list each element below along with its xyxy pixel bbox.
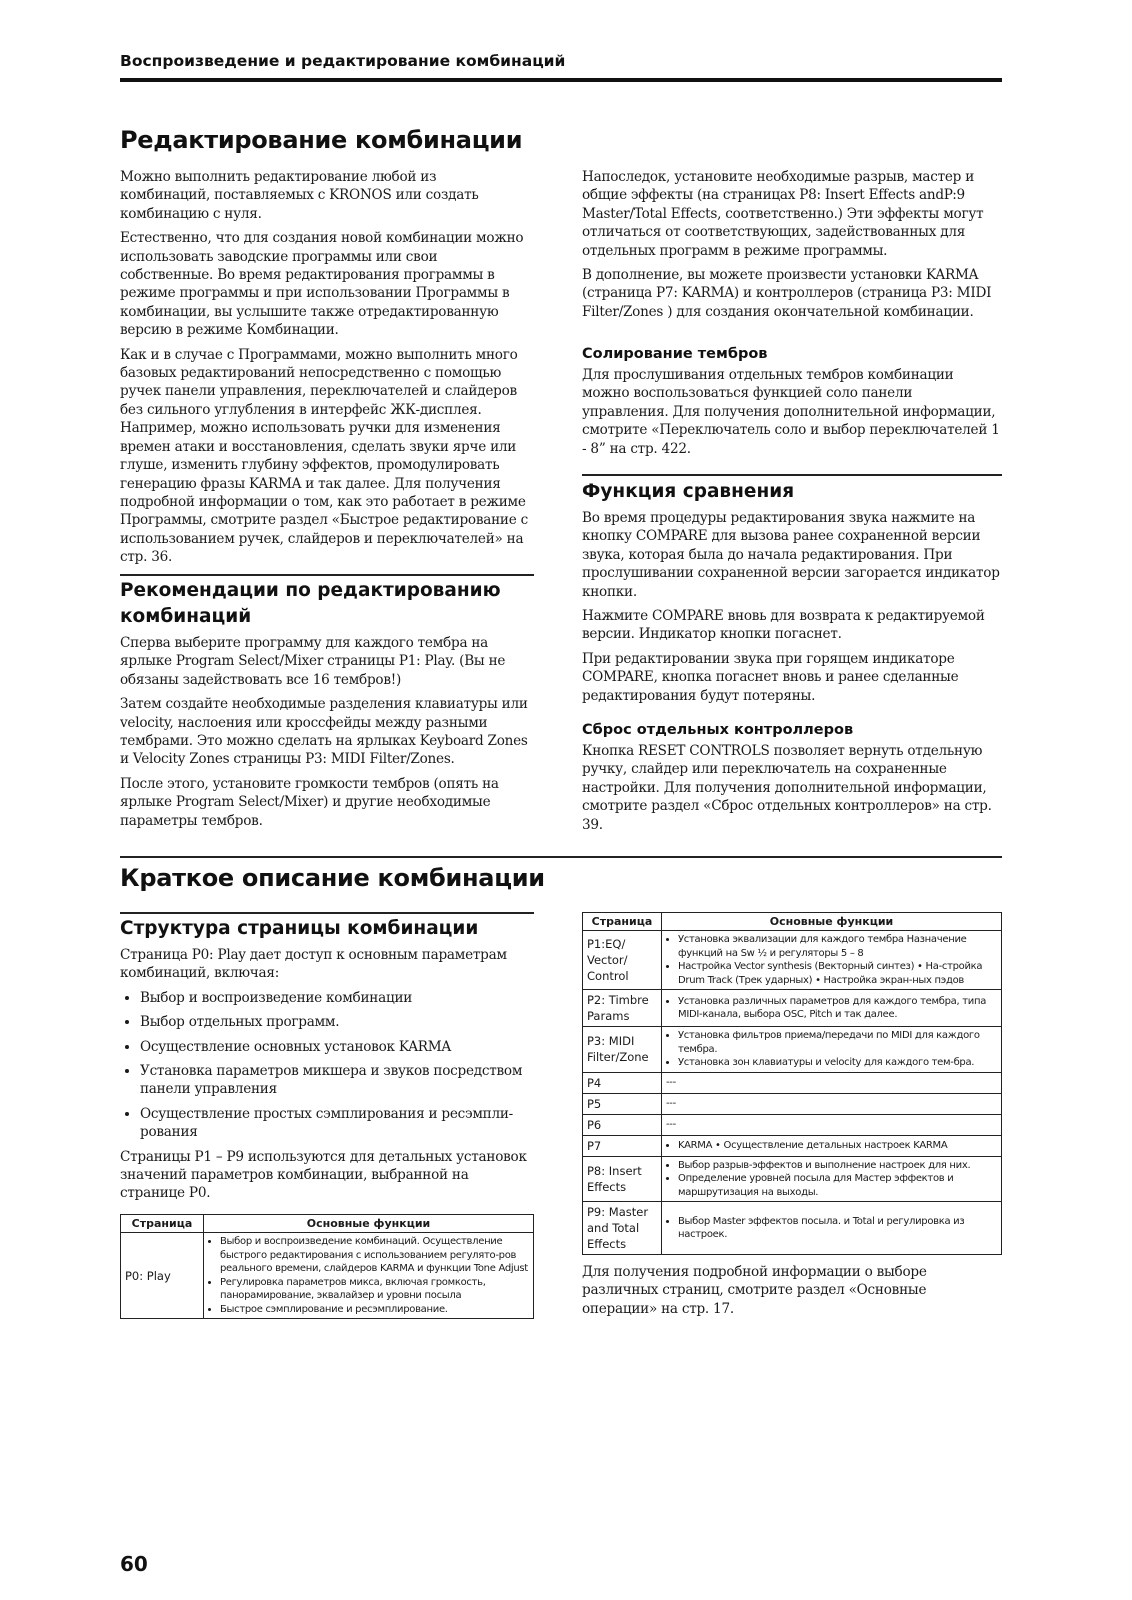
- table-header-page: Страница: [121, 1215, 204, 1233]
- reset-block: [582, 722, 1002, 840]
- table-cell-page: P7: [583, 1135, 662, 1156]
- table-row: [583, 1027, 1002, 1073]
- table-cell-functions: [662, 1156, 1002, 1202]
- function-list: [666, 1139, 997, 1153]
- paragraph: После этого, установите громкости тембров (опять на ярлыке Program Select/Mixer) и другие необходимые параметры тембров.: [120, 775, 499, 829]
- paragraph: Затем создайте необходимые разделения клавиатуры или velocity, наслоения или кроссфейды между разными тембрами. Это можно сделать на ярлыках Keyboard Zones и Velocity Zones страницы P3: MIDI Filter/Zones.: [120, 696, 528, 768]
- header-rule: [120, 78, 1002, 82]
- paragraph: Страница P0: Play дает доступ к основным параметрам комбинаций, включая:: [120, 947, 507, 982]
- table-body: [121, 1233, 534, 1319]
- table-cell-functions: [662, 1202, 1002, 1255]
- paragraph: Сперва выберите программу для каждого тембра на ярлыке Program Select/Mixer страницы P1: Play. (Вы не обязаны задействовать все 16 тембров!): [120, 635, 506, 688]
- paragraph: Страницы P1 – P9 используются для детальных установок значений параметров комбинации, выбранной на странице P0.: [120, 1148, 527, 1202]
- function-item: • Установка фильтров приема/передачи по MIDI для каждого тембра.: [678, 1029, 997, 1056]
- paragraph: Можно выполнить редактирование любой из комбинаций, поставляемых с KRONOS или создать комбинацию с нуля.: [120, 169, 479, 222]
- table-row: [583, 1135, 1002, 1156]
- list-item: • Осуществление простых сэмплирования и ресэмпли-рования: [140, 1105, 530, 1142]
- section-rule: [120, 856, 1002, 858]
- function-text: ---: [666, 1097, 676, 1109]
- table-row: [583, 1093, 1002, 1114]
- section-rule: [120, 574, 534, 576]
- table-cell-functions: [662, 1027, 1002, 1073]
- paragraph: Естественно, что для создания новой комбинации можно использовать заводские программы или свои собственные. Во время редактирования программы в режиме программы и при использовании Программы в комбинации, вы услышите также отредактированную версию в режиме Комбинации.: [120, 230, 524, 339]
- table-header-functions: Основные функции: [204, 1215, 534, 1233]
- function-list: [666, 933, 997, 987]
- table-cell-page: P3: MIDI Filter/Zone: [583, 1027, 662, 1073]
- table-cell-page: P6: [583, 1114, 662, 1135]
- recommendations-block: [120, 574, 534, 836]
- left-column-editing: [120, 168, 530, 573]
- right-column-editing: [582, 168, 1002, 327]
- table-row: [583, 1202, 1002, 1255]
- table-cell-functions: [662, 1093, 1002, 1114]
- function-item: • KARMA • Осуществление детальных настроек KARMA: [678, 1139, 997, 1153]
- subsection-title-reset: Сброс отдельных контроллеров: [582, 722, 854, 738]
- table-header-functions: Основные функции: [662, 913, 1002, 931]
- list-item: • Осуществление основных установок KARMA: [140, 1038, 530, 1056]
- function-list: [666, 1159, 997, 1200]
- table-cell-functions: [662, 931, 1002, 990]
- paragraph: Нажмите COMPARE вновь для возврата к редактируемой версии. Индикатор кнопки погаснет.: [582, 608, 985, 643]
- paragraph: При редактировании звука при горящем индикаторе COMPARE, кнопка погаснет вновь и ранее сделанные редактирования будут потеряны.: [582, 650, 959, 704]
- table-cell-page: P1:EQ/ Vector/ Control: [583, 931, 662, 990]
- function-list: [666, 995, 997, 1022]
- table-body: [583, 931, 1002, 1255]
- table-row: [583, 1114, 1002, 1135]
- solo-block: [582, 346, 1002, 464]
- table-cell-functions: [662, 1072, 1002, 1093]
- section2-header: [120, 856, 1002, 892]
- section-rule: [120, 912, 534, 914]
- table-cell-page: P5: [583, 1093, 662, 1114]
- function-list: [666, 1029, 997, 1070]
- section-rule: [582, 474, 1002, 476]
- function-item: • Установка зон клавиатуры и velocity для каждого тем-бра.: [678, 1056, 997, 1070]
- functions-table-p0: [120, 1214, 534, 1319]
- compare-block: [582, 474, 1002, 711]
- function-text: ---: [666, 1076, 676, 1088]
- section-title-overview: Краткое описание комбинации: [120, 864, 545, 892]
- function-item: • Регулировка параметров микса, включая громкость, панорамирование, эквалайзер и уровни посыла: [220, 1276, 529, 1303]
- table-cell-page: P8: Insert Effects: [583, 1156, 662, 1202]
- paragraph: Напоследок, установите необходимые разрыв, мастер и общие эффекты (на страницах P8: Insert Effects andP:9 Master/Total Effects, соответственно.) Эти эффекты могут отличаться от соответствующих, задействованных для отдельных программ в режиме программы.: [582, 169, 984, 259]
- section-title-editing: Редактирование комбинации: [120, 126, 523, 154]
- function-item: • Настройка Vector synthesis (Векторный синтез) • На-стройка Drum Track (Трек ударных) • Настройка экран-ных пэдов: [678, 960, 997, 987]
- subsection-title-solo: Солирование тембров: [582, 346, 768, 362]
- running-header: Воспроизведение и редактирование комбинаций: [120, 52, 566, 70]
- paragraph: Как и в случае с Программами, можно выполнить много базовых редактирований непосредственно с помощью ручек панели управления, переключателей и слайдеров без сильного углубления в интерфейс ЖК-дисплея. Например, можно использовать ручки для изменения времен атаки и восстановления, сделать звуки ярче или глуше, изменить глубину эффектов, промодулировать генерацию фразы KARMA и так далее. Для получения подробной информации о том, как это работает в режиме Программы, смотрите раздел «Быстрое редактирование с использованием ручек, слайдеров и переключателей» на стр. 36.: [120, 346, 528, 566]
- function-item: • Установка эквализации для каждого тембра Назначение функций на Sw ½ и регуляторы 5 – 8: [678, 933, 997, 960]
- table-header-page: Страница: [583, 913, 662, 931]
- function-item: • Быстрое сэмплирование и ресэмплирование.: [220, 1303, 529, 1317]
- table-cell-functions: [662, 1114, 1002, 1135]
- table-cell-page: P2: Timbre Params: [583, 990, 662, 1027]
- list-item: • Выбор отдельных программ.: [140, 1013, 530, 1031]
- table-cell-page: P4: [583, 1072, 662, 1093]
- function-list: [666, 1215, 997, 1242]
- page-number: 60: [120, 1552, 148, 1576]
- table-row: [583, 990, 1002, 1027]
- subsection-title-structure: Структура страницы комбинации: [120, 918, 479, 939]
- table-cell-functions: [662, 1135, 1002, 1156]
- table-cell-functions: [204, 1233, 534, 1319]
- function-item: • Выбор и воспроизведение комбинаций. Осуществление быстрого редактирования с использованием регулято-ров реального времени, слайдеров KARMA и функции Tone Adjust: [220, 1235, 529, 1276]
- structure-block: [120, 912, 534, 1209]
- paragraph: Для получения подробной информации о выборе различных страниц, смотрите раздел «Основные операции» на стр. 17.: [582, 1264, 927, 1317]
- structure-bullet-list: [120, 989, 530, 1142]
- paragraph: Для прослушивания отдельных тембров комбинации можно воспользоваться функцией соло панели управления. Для получения дополнительной информации, смотрите «Переключатель соло и выбор переключателей 1 - 8” на стр. 422.: [582, 367, 1000, 457]
- function-list: [208, 1235, 529, 1316]
- table-cell-functions: [662, 990, 1002, 1027]
- table-cell-page: P0: Play: [121, 1233, 204, 1319]
- subsection-title-compare: Функция сравнения: [582, 481, 795, 502]
- list-item: • Установка параметров микшера и звуков посредством панели управления: [140, 1062, 530, 1099]
- subsection-title-recommendations: Рекомендации по редактированию комбинаций: [120, 580, 501, 627]
- paragraph: Кнопка RESET CONTROLS позволяет вернуть отдельную ручку, слайдер или переключатель на сохраненные настройки. Для получения дополнительной информации, смотрите раздел «Сброс отдельных контроллеров» на стр. 39.: [582, 743, 992, 833]
- function-item: • Выбор разрыв-эффектов и выполнение настроек для них.: [678, 1159, 997, 1173]
- function-item: • Определение уровней посыла для Мастер эффектов и маршрутизация на выходы.: [678, 1172, 997, 1199]
- functions-table-p1-p9: [582, 912, 1002, 1255]
- table-row: [583, 1156, 1002, 1202]
- table-cell-page: P9: Master and Total Effects: [583, 1202, 662, 1255]
- function-item: • Выбор Master эффектов посыла. и Total и регулировка из настроек.: [678, 1215, 997, 1242]
- table-row: [583, 1072, 1002, 1093]
- table-row: [583, 931, 1002, 990]
- after-table-block: [582, 1263, 1002, 1324]
- function-text: ---: [666, 1118, 676, 1130]
- table-row: [121, 1233, 534, 1319]
- paragraph: Во время процедуры редактирования звука нажмите на кнопку COMPARE для вызова ранее сохраненной версии звука, которая была до начала редактирования. При прослушивании сохраненной версии загорается индикатор кнопки.: [582, 510, 1000, 600]
- paragraph: В дополнение, вы можете произвести установки KARMA (страница P7: KARMA) и контроллеров (страница P3: MIDI Filter/Zones ) для создания окончательной комбинации.: [582, 267, 992, 320]
- list-item: • Выбор и воспроизведение комбинации: [140, 989, 530, 1007]
- function-item: • Установка различных параметров для каждого тембра, типа MIDI-канала, выбора OSC, Pitch и так далее.: [678, 995, 997, 1022]
